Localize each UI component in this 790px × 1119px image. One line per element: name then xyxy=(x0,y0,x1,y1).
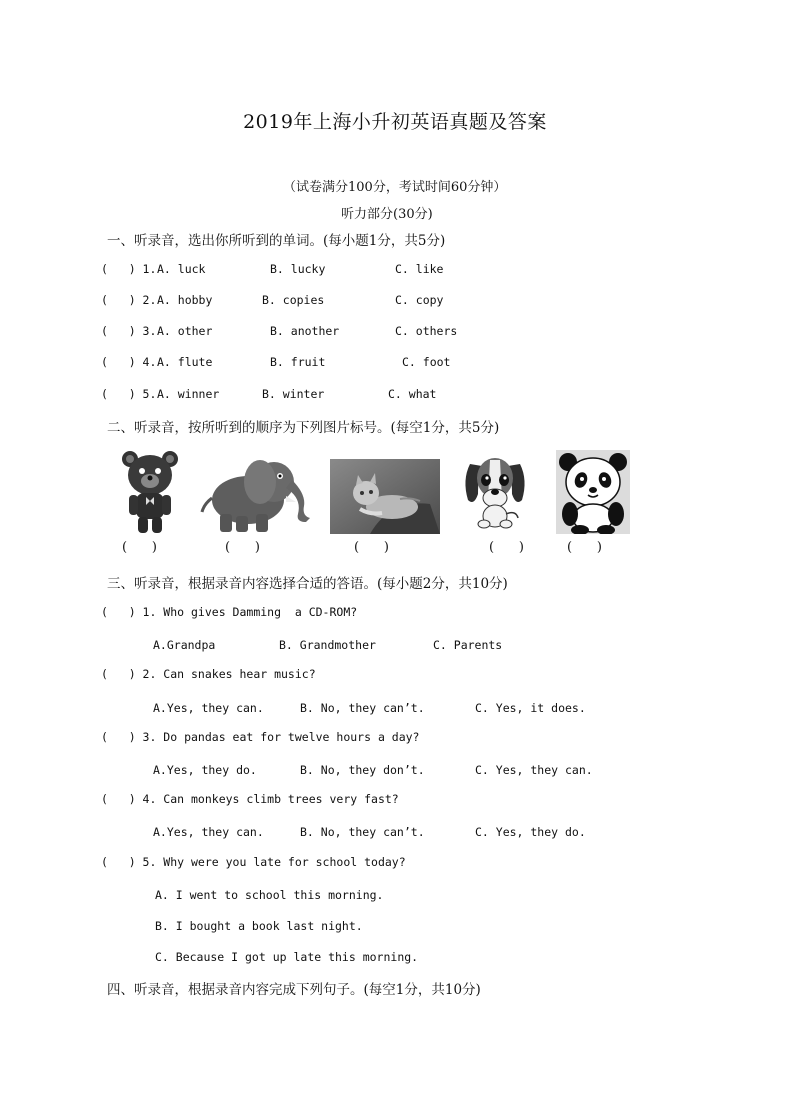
panda-picture xyxy=(556,450,630,534)
option-a: A.Yes, they can. xyxy=(153,701,264,715)
section1-heading: 一、听录音，选出你所听到的单词。(每小题1分，共5分) xyxy=(107,233,446,249)
picture-blank[interactable]: ( ) xyxy=(567,540,602,555)
item-prefix: ( ) 5. xyxy=(101,387,157,401)
option-b: B. fruit xyxy=(270,355,326,369)
question-text: ( ) 5. Why were you late for school today? xyxy=(101,855,406,869)
page-title: 2019年上海小升初英语真题及答案 xyxy=(243,111,547,133)
option-b: B. another xyxy=(270,324,340,338)
option-b: B. copies xyxy=(262,293,325,307)
picture-blank[interactable]: ( ) xyxy=(489,540,524,555)
option-b: B. I bought a book last night. xyxy=(155,919,363,933)
option-a: A.Yes, they do. xyxy=(153,763,257,777)
option-c: C. Because I got up late this morning. xyxy=(155,950,419,964)
option-b: B. Grandmother xyxy=(279,638,376,652)
option-a: A.Grandpa xyxy=(153,638,216,652)
option-a: A. flute xyxy=(157,355,213,369)
elephant-picture xyxy=(198,452,316,534)
option-b: B. winter xyxy=(262,387,325,401)
question-text: ( ) 4. Can monkeys climb trees very fast? xyxy=(101,792,399,806)
section3-heading: 三、听录音，根据录音内容选择合适的答语。(每小题2分，共10分) xyxy=(107,576,508,592)
option-a: A. winner xyxy=(157,387,220,401)
option-c: C. like xyxy=(395,262,444,276)
bear-picture xyxy=(118,447,182,537)
option-c: C. Yes, they can. xyxy=(475,763,593,777)
option-b: B. No, they don’t. xyxy=(300,763,425,777)
section4-heading: 四、听录音，根据录音内容完成下列句子。(每空1分，共10分) xyxy=(107,982,481,998)
question-text: ( ) 3. Do pandas eat for twelve hours a day? xyxy=(101,730,420,744)
exam-info: （试卷满分100分，考试时间60分钟） xyxy=(283,180,507,195)
option-b: B. lucky xyxy=(270,262,326,276)
cat-picture xyxy=(330,459,440,534)
option-c: C. foot xyxy=(402,355,451,369)
option-c: C. copy xyxy=(395,293,444,307)
option-b: B. No, they can’t. xyxy=(300,825,425,839)
option-c: C. Yes, it does. xyxy=(475,701,586,715)
option-c: C. others xyxy=(395,324,458,338)
picture-blank[interactable]: ( ) xyxy=(354,540,389,555)
option-a: A. hobby xyxy=(157,293,213,307)
option-b: B. No, they can’t. xyxy=(300,701,425,715)
item-prefix: ( ) 3. xyxy=(101,324,157,338)
option-a: A. luck xyxy=(157,262,206,276)
picture-blank[interactable]: ( ) xyxy=(225,540,260,555)
option-c: C. Yes, they do. xyxy=(475,825,586,839)
listening-title: 听力部分(30分) xyxy=(341,207,433,222)
option-a: A. other xyxy=(157,324,213,338)
question-text: ( ) 1. Who gives Damming a CD-ROM? xyxy=(101,605,358,619)
question-text: ( ) 2. Can snakes hear music? xyxy=(101,667,316,681)
item-prefix: ( ) 1. xyxy=(101,262,157,276)
section2-heading: 二、听录音，按所听到的顺序为下列图片标号。(每空1分，共5分) xyxy=(107,420,500,436)
dog-picture xyxy=(462,450,528,532)
option-c: C. Parents xyxy=(433,638,503,652)
item-prefix: ( ) 2. xyxy=(101,293,157,307)
picture-blank[interactable]: ( ) xyxy=(122,540,157,555)
option-a: A.Yes, they can. xyxy=(153,825,264,839)
option-a: A. I went to school this morning. xyxy=(155,888,384,902)
option-c: C. what xyxy=(388,387,437,401)
item-prefix: ( ) 4. xyxy=(101,355,157,369)
